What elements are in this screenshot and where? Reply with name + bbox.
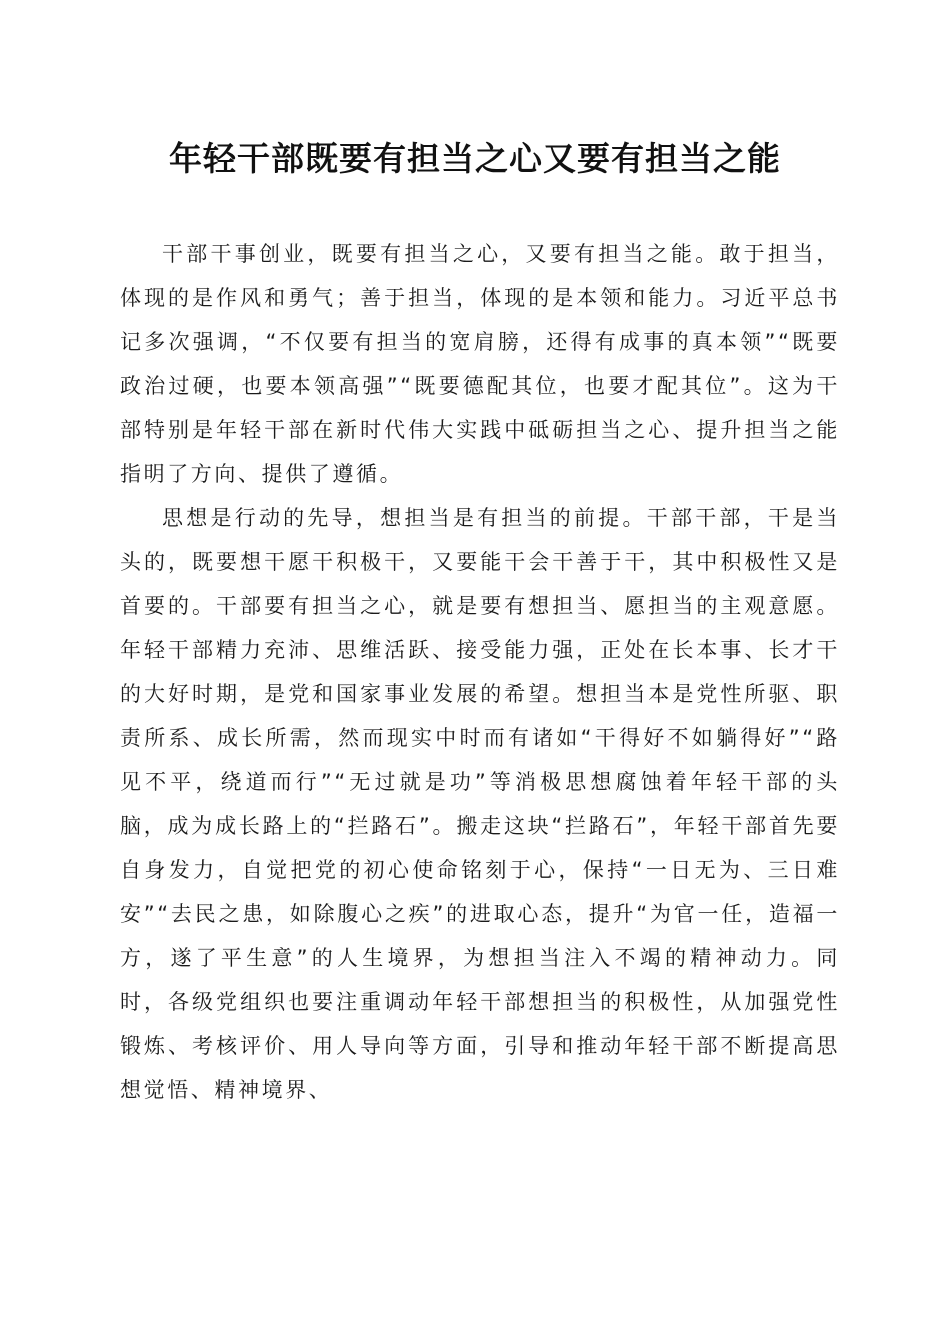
paragraph-1: 干部干事创业，既要有担当之心，又要有担当之能。敢于担当，体现的是作风和勇气；善于担当，体现的是本领和能力。习近平总书记多次强调，“不仅要有担当的宽肩膀，还得有成事的真本领”“既要政治过硬，也要本领高强”“既要德配其位，也要才配其位”。这为干部特别是年轻干部在新时代伟大实践中砥砺担当之心、提升担当之能指明了方向、提供了遵循。 [120,242,840,486]
paragraph-2: 思想是行动的先导，想担当是有担当的前提。干部干部，干是当头的，既要想干愿干积极干，又要能干会干善于干，其中积极性又是首要的。干部要有担当之心，就是要有想担当、愿担当的主观意愿。年轻干部精力充沛、思维活跃、接受能力强，正处在长本事、长才干的大好时期，是党和国家事业发展的希望。想担当本是党性所驱、职责所系、成长所需，然而现实中时而有诸如“干得好不如躺得好”“路见不平，绕道而行”“无过就是功”等消极思想腐蚀着年轻干部的头脑，成为成长路上的“拦路石”。搬走这块“拦路石”，年轻干部首先要自身发力，自觉把党的初心使命铭刻于心，保持“一日无为、三日难安”“去民之患，如除腹心之疾”的进取心态，提升“为官一任，造福一方，遂了平生意”的人生境界，为想担当注入不竭的精神动力。同时，各级党组织也要注重调动年轻干部想担当的积极性，从加强党性锻炼、考核评价、用人导向等方面，引导和推动年轻干部不断提高思想觉悟、精神境界、 [120,506,840,1102]
document-title: 年轻干部既要有担当之心又要有担当之能 [169,139,781,178]
document-body [120,232,840,1112]
